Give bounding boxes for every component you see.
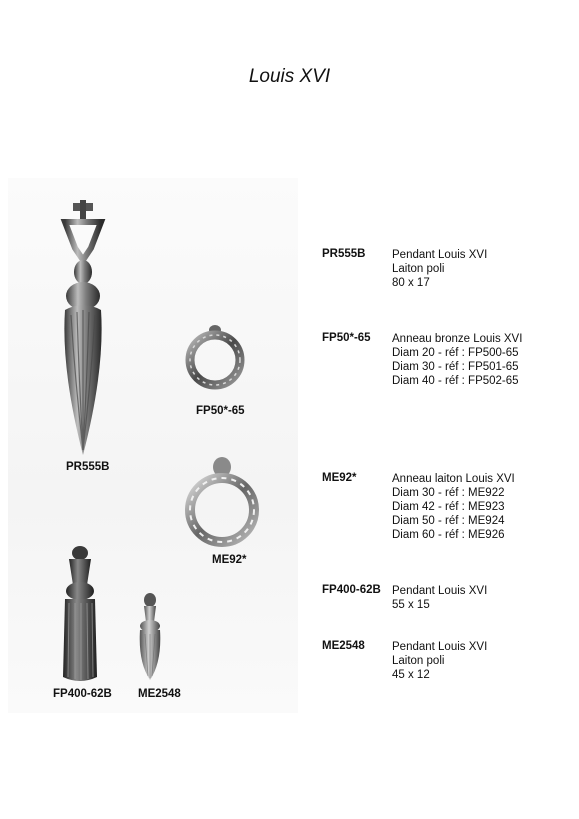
product-desc-line: Laiton poli bbox=[392, 655, 445, 667]
product-desc-line: Anneau laiton Louis XVI bbox=[392, 473, 515, 485]
product-desc-line: Diam 60 - réf : ME926 bbox=[392, 529, 505, 541]
me92-ring-image bbox=[182, 455, 262, 555]
fp50-ring-image bbox=[185, 322, 245, 397]
product-desc-line: 80 x 17 bbox=[392, 277, 430, 289]
product-desc-line: Laiton poli bbox=[392, 263, 445, 275]
product-desc-line: Diam 20 - réf : FP500-65 bbox=[392, 347, 519, 359]
product-desc-line: 55 x 15 bbox=[392, 599, 430, 611]
me2548-pendant-image bbox=[135, 592, 165, 682]
product-desc-line: Diam 30 - réf : ME922 bbox=[392, 487, 505, 499]
product-description bbox=[392, 332, 522, 388]
product-ref: ME2548 bbox=[322, 640, 365, 652]
product-description bbox=[392, 640, 487, 682]
caption-me2548: ME2548 bbox=[138, 688, 181, 700]
caption-me92: ME92* bbox=[212, 554, 247, 566]
product-desc-line: Diam 40 - réf : FP502-65 bbox=[392, 375, 519, 387]
fp400-tassel-image bbox=[55, 545, 105, 685]
product-ref: FP400-62B bbox=[322, 584, 381, 596]
caption-fp400: FP400-62B bbox=[53, 688, 112, 700]
product-desc-line: Anneau bronze Louis XVI bbox=[392, 333, 523, 345]
product-desc-line: Diam 50 - réf : ME924 bbox=[392, 515, 505, 527]
page-title: Louis XVI bbox=[248, 66, 331, 87]
product-desc-line: Diam 30 - réf : FP501-65 bbox=[392, 361, 519, 373]
product-ref: ME92* bbox=[322, 472, 357, 484]
product-description bbox=[392, 584, 487, 612]
product-desc-line: Pendant Louis XVI bbox=[392, 249, 488, 261]
pr555b-pendant-image bbox=[55, 200, 125, 460]
caption-fp50: FP50*-65 bbox=[196, 405, 245, 417]
product-desc-line: 45 x 12 bbox=[392, 669, 430, 681]
caption-pr555b: PR555B bbox=[66, 461, 110, 473]
product-ref: FP50*-65 bbox=[322, 332, 371, 344]
product-desc-line: Pendant Louis XVI bbox=[392, 585, 488, 597]
product-description bbox=[392, 248, 487, 290]
product-description bbox=[392, 472, 515, 542]
product-ref: PR555B bbox=[322, 248, 366, 260]
product-desc-line: Diam 42 - réf : ME923 bbox=[392, 501, 505, 513]
product-desc-line: Pendant Louis XVI bbox=[392, 641, 488, 653]
